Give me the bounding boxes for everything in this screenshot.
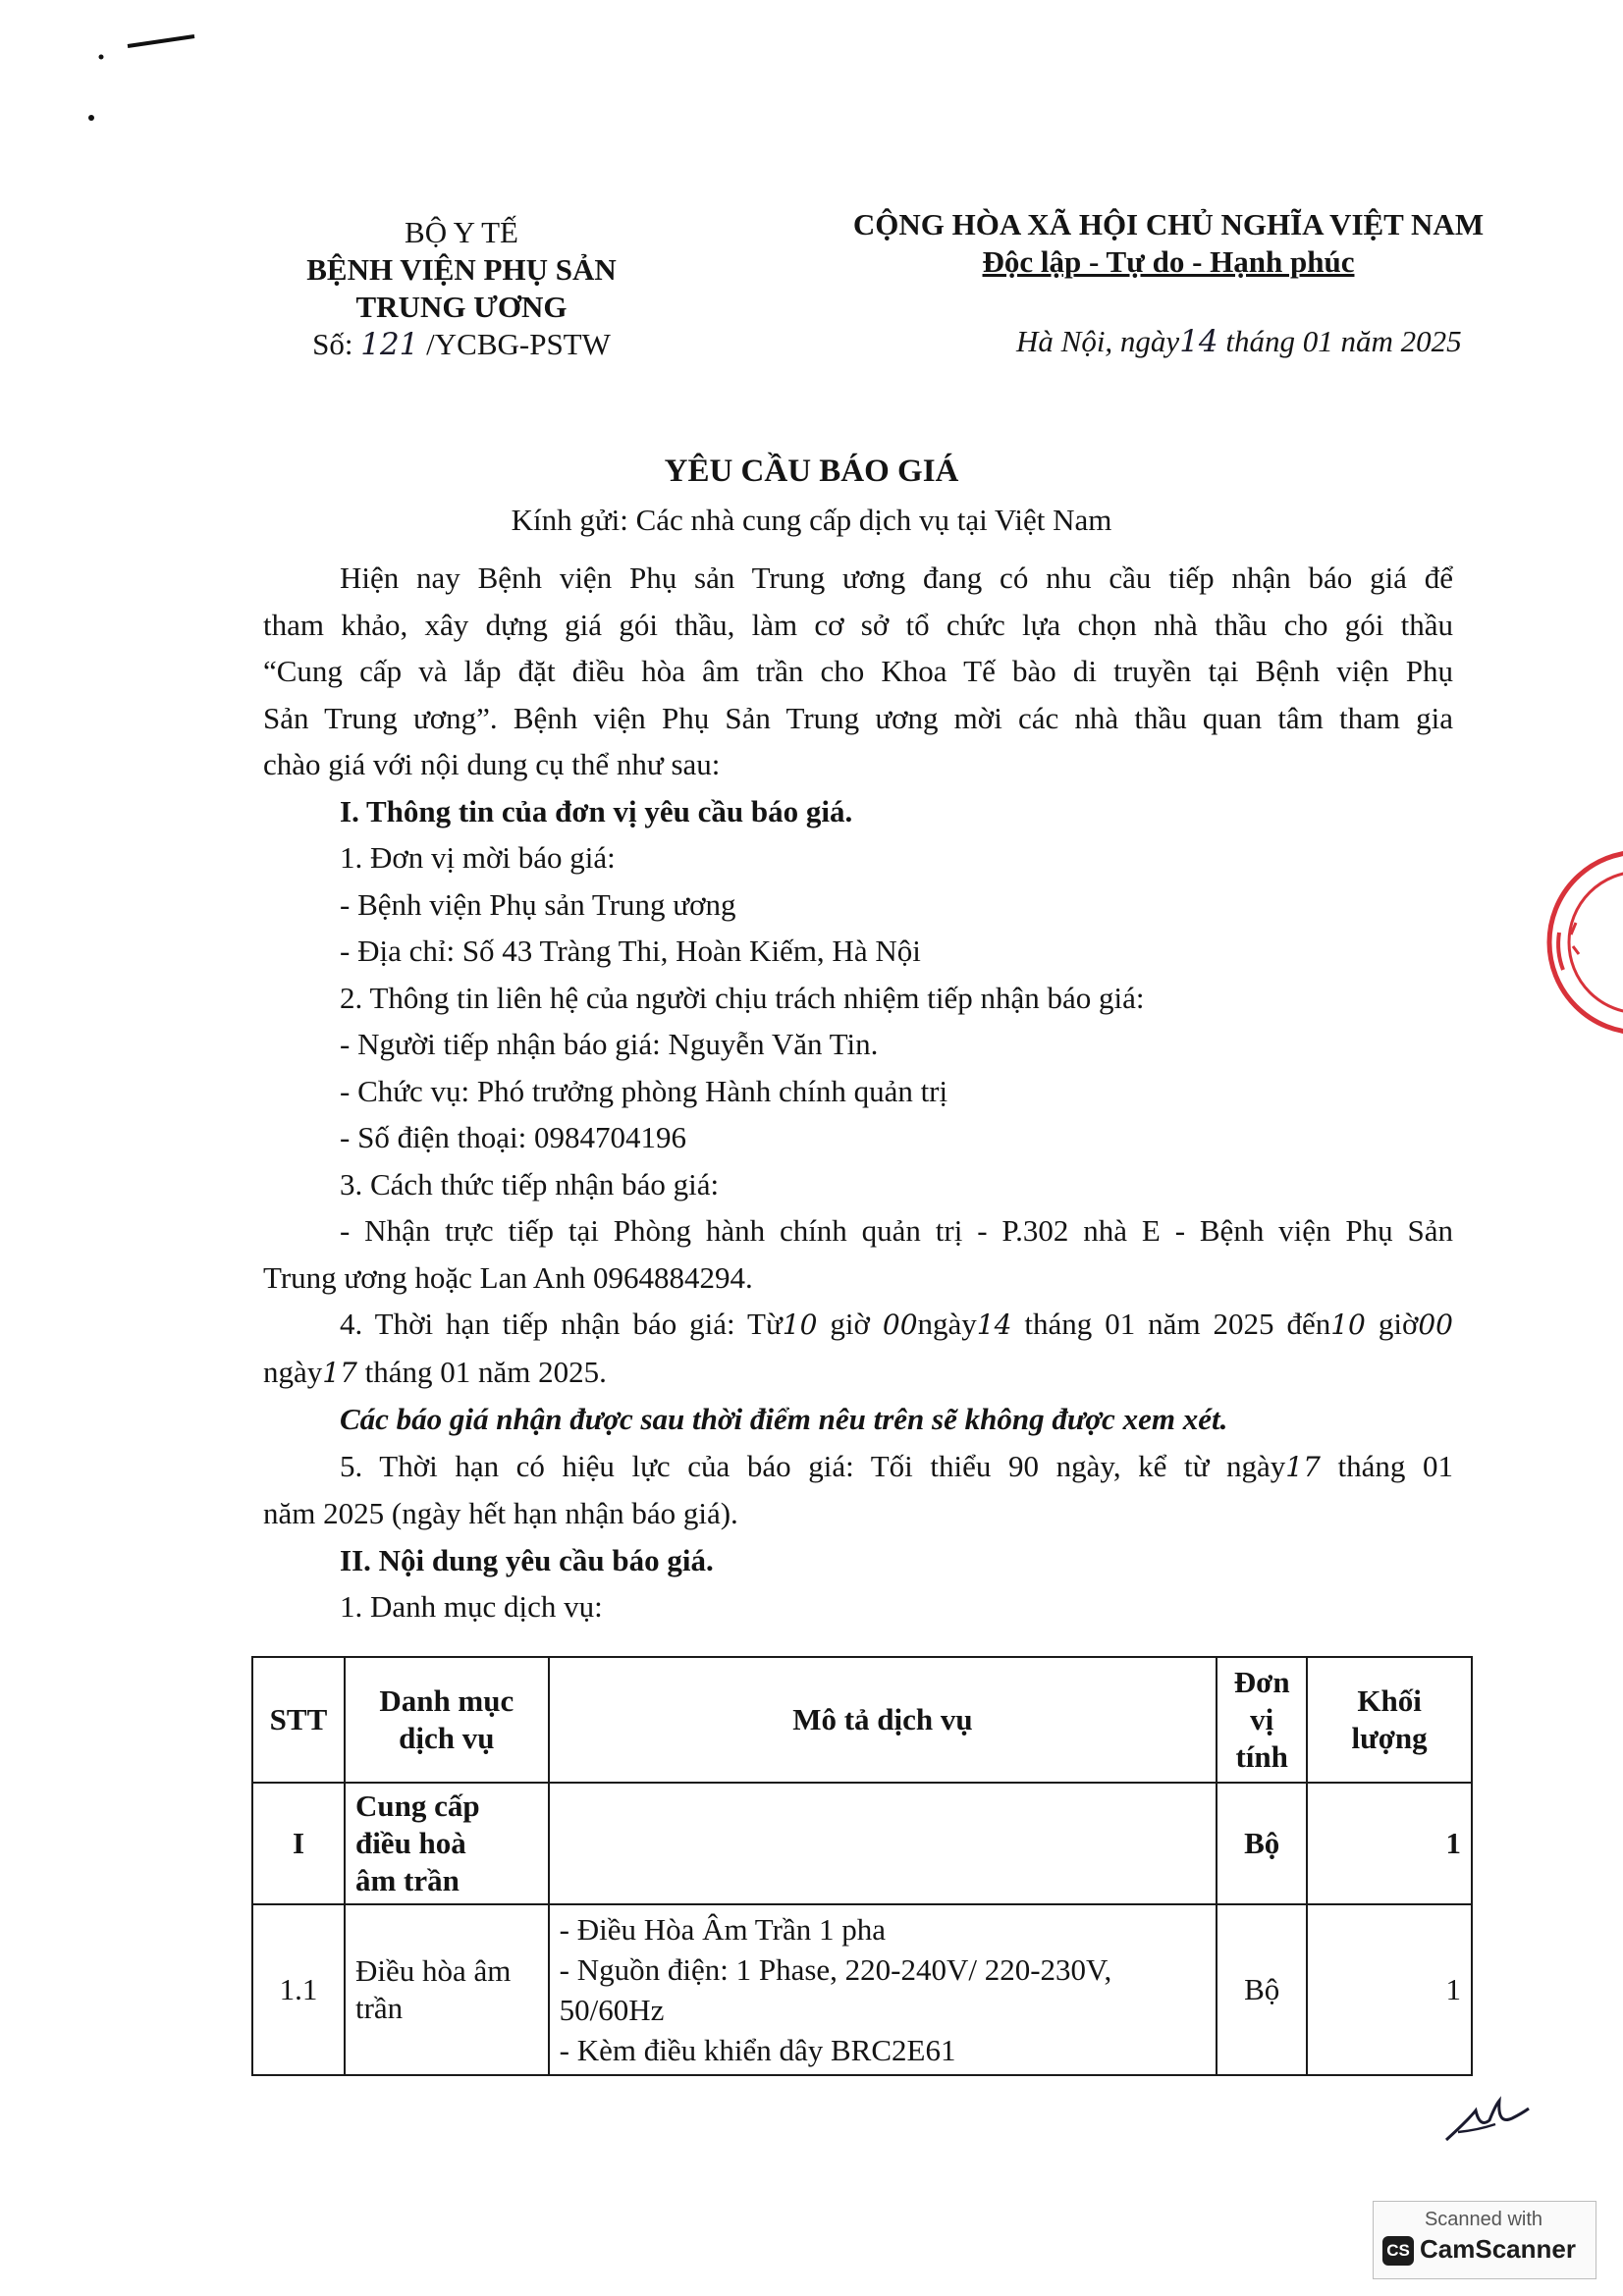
- watermark-caption: Scanned with: [1424, 2209, 1543, 2230]
- section1-heading: I. Thông tin của đơn vị yêu cầu báo giá.: [340, 793, 853, 828]
- scan-mark: [88, 25, 206, 133]
- s1-heading: 1. Đơn vị mời báo giá:: [340, 840, 616, 875]
- s5-text: 5. Thời hạn có hiệu lực của báo giá: Tối thiểu 90 ngày, kể từ ngày: [340, 1448, 1286, 1483]
- service-table: [251, 1656, 1473, 2076]
- s3-line1: - Nhận trực tiếp tại Phòng hành chính quản trị - P.302 nhà E - Bệnh viện Phụ Sản: [340, 1213, 1453, 1248]
- row-item: [345, 1904, 549, 2075]
- initials-signature: [1438, 2081, 1537, 2150]
- s4-hour-start: 10: [782, 1308, 818, 1341]
- red-stamp: [1532, 844, 1623, 1041]
- intro-line: tham khảo, xây dựng giá gói thầu, làm cơ sở tổ chức lựa chọn nhà thầu cho gói thầu: [263, 607, 1453, 642]
- document-body: [263, 555, 1453, 1630]
- row-stt: 1.1: [252, 1904, 345, 2075]
- intro-line: chào giá với nội dung cụ thể như sau:: [263, 747, 721, 781]
- intro-line: “Cung cấp và lắp đặt điều hòa âm trần cho Khoa Tế bào di truyền tại Bệnh viện Phụ: [263, 654, 1453, 688]
- row-item: [345, 1783, 549, 1904]
- row-stt: I: [252, 1783, 345, 1904]
- row-description: [549, 1904, 1217, 2075]
- s4-text: tháng 01 năm 2025 đến: [1011, 1307, 1331, 1341]
- date-day-handwritten: 14: [1179, 324, 1218, 359]
- s4-text: ngày: [917, 1307, 977, 1341]
- s4-hour-end: 10: [1330, 1308, 1366, 1341]
- section2-heading: II. Nội dung yêu cầu báo giá.: [340, 1542, 714, 1577]
- header-quantity: [1307, 1657, 1472, 1783]
- table-header-row: [252, 1657, 1472, 1783]
- nation-name: CỘNG HÒA XÃ HỘI CHỦ NGHĨA VIỆT NAM: [852, 207, 1485, 241]
- s4-text: ngày: [263, 1354, 323, 1389]
- header-description: Mô tả dịch vụ: [549, 1657, 1217, 1783]
- document-title: YÊU CẦU BÁO GIÁ: [664, 454, 959, 489]
- document-date: [1016, 324, 1462, 359]
- s4-text: giờ: [1365, 1307, 1419, 1341]
- s4-text: tháng 01 năm 2025.: [356, 1354, 607, 1389]
- s1-address: - Địa chỉ: Số 43 Tràng Thi, Hoàn Kiếm, Hà Nội: [340, 934, 921, 968]
- document-number-prefix: Số:: [312, 327, 353, 361]
- row-unit: Bộ: [1217, 1783, 1307, 1904]
- national-motto: Độc lập - Tự do - Hạnh phúc: [982, 244, 1355, 279]
- header-unit-line: Đơn: [1233, 1665, 1290, 1699]
- s2-position: - Chức vụ: Phó trưởng phòng Hành chính quản trị: [340, 1073, 948, 1108]
- issuer-block: [255, 214, 668, 363]
- s3-line2: Trung ương hoặc Lan Anh 0964884294.: [263, 1259, 753, 1295]
- row-item-line: Điều hòa âm: [354, 1953, 512, 1988]
- intro-line: Sản Trung ương”. Bệnh viện Phụ Sản Trung ương mời các nhà thầu quan tâm tham gia: [263, 700, 1453, 735]
- s5-text: tháng 01: [1320, 1448, 1453, 1483]
- intro-line: Hiện nay Bệnh viện Phụ sản Trung ương đang có nhu cầu tiếp nhận báo giá để: [340, 561, 1453, 595]
- row-description-line: 50/60Hz: [559, 1993, 665, 2027]
- row-item-line: Cung cấp: [354, 1789, 480, 1823]
- table-row: [252, 1904, 1472, 2075]
- s5-line1: [263, 1443, 1453, 1491]
- s2-phone: - Số điện thoại: 0984704196: [340, 1120, 687, 1154]
- row-description-line: - Điều Hòa Âm Trần 1 pha: [559, 1912, 886, 1947]
- row-description: [549, 1783, 1217, 1904]
- document-number: [255, 326, 668, 363]
- s4-minute-end: 00: [1418, 1308, 1453, 1341]
- header-item-line: Danh mục: [379, 1683, 514, 1718]
- document-number-suffix: /YCBG-PSTW: [426, 327, 611, 361]
- s4-day-end: 17: [322, 1356, 357, 1389]
- row-unit: Bộ: [1217, 1904, 1307, 2075]
- s2-heading: 2. Thông tin liên hệ của người chịu trách nhiệm tiếp nhận báo giá:: [340, 980, 1145, 1015]
- watermark-brand: CamScanner: [1420, 2234, 1576, 2264]
- hospital-name-line1: BỆNH VIỆN PHỤ SẢN: [306, 252, 617, 287]
- row-description-line: - Nguồn điện: 1 Phase, 220-240V/ 220-230V,: [559, 1952, 1112, 1987]
- header-unit-line: vị: [1250, 1702, 1274, 1736]
- s4-line2: [263, 1349, 1453, 1397]
- header-quantity-line: Khối: [1357, 1683, 1422, 1718]
- header-item: [345, 1657, 549, 1783]
- date-prefix: Hà Nội, ngày: [1016, 324, 1180, 358]
- document-number-handwritten: 121: [360, 327, 419, 362]
- s4-minute-start: 00: [882, 1308, 918, 1341]
- camscanner-logo-icon: CS: [1382, 2236, 1414, 2266]
- header-unit: [1217, 1657, 1307, 1783]
- s5-line2: năm 2025 (ngày hết hạn nhận báo giá).: [263, 1496, 738, 1530]
- header-unit-line: tính: [1235, 1739, 1288, 1774]
- header-quantity-line: lượng: [1351, 1721, 1428, 1755]
- ministry-name: BỘ Y TẾ: [405, 215, 518, 249]
- hospital-name-line2: TRUNG ƯƠNG: [355, 290, 568, 324]
- header-item-line: dịch vụ: [399, 1721, 495, 1755]
- header-stt: STT: [252, 1657, 345, 1783]
- s4-text: 4. Thời hạn tiếp nhận báo giá: Từ: [340, 1307, 783, 1341]
- s3-heading: 3. Cách thức tiếp nhận báo giá:: [340, 1166, 720, 1201]
- s2-1-heading: 1. Danh mục dịch vụ:: [340, 1589, 603, 1624]
- s5-day: 17: [1285, 1450, 1321, 1483]
- row-description-line: - Kèm điều khiển dây BRC2E61: [559, 2033, 956, 2067]
- s4-text: giờ: [817, 1307, 883, 1341]
- table-row: [252, 1783, 1472, 1904]
- row-item-line: điều hoà: [354, 1826, 466, 1860]
- row-item-line: âm trần: [354, 1863, 460, 1897]
- row-quantity: 1: [1307, 1783, 1472, 1904]
- row-quantity: 1: [1307, 1904, 1472, 2075]
- s1-org: - Bệnh viện Phụ sản Trung ương: [340, 886, 736, 922]
- national-header: [805, 206, 1532, 281]
- s4-line1: [263, 1301, 1453, 1349]
- s4-day-start: 14: [976, 1308, 1012, 1341]
- deadline-warning: Các báo giá nhận được sau thời điểm nêu trên sẽ không được xem xét.: [340, 1402, 1228, 1436]
- row-item-line: trần: [354, 1991, 404, 2025]
- addressee: Kính gửi: Các nhà cung cấp dịch vụ tại Việt Nam: [511, 503, 1112, 537]
- s2-person: - Người tiếp nhận báo giá: Nguyễn Văn Tin.: [340, 1027, 879, 1061]
- date-suffix: tháng 01 năm 2025: [1225, 324, 1462, 358]
